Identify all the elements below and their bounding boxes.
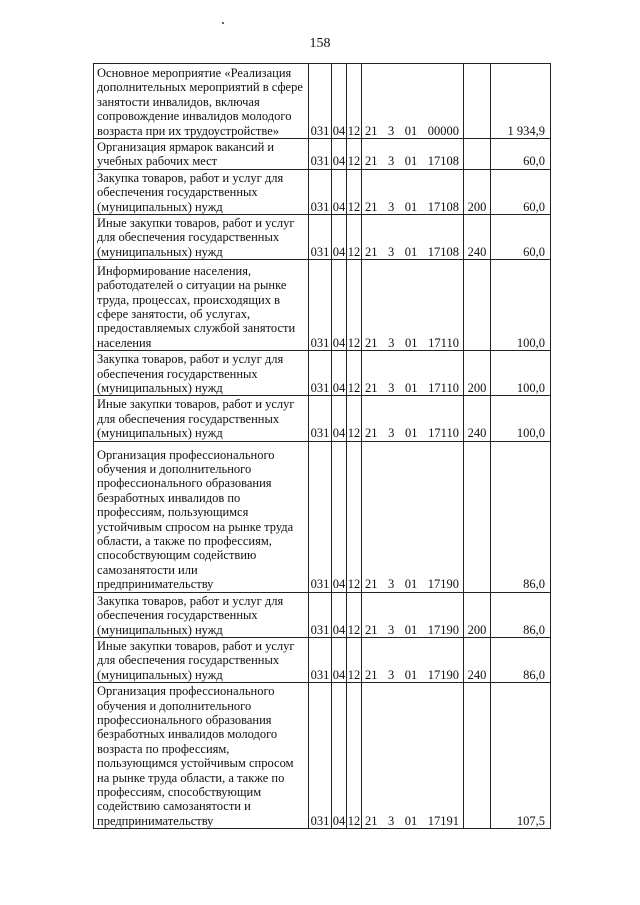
section-code: 04 xyxy=(332,169,347,214)
subsection-code: 12 xyxy=(347,260,362,351)
section-code: 04 xyxy=(332,64,347,139)
section-code: 04 xyxy=(332,351,347,396)
target-article-code xyxy=(362,592,464,637)
program-code: 21 xyxy=(365,123,378,138)
row-name: Иные закупки товаров, работ и услуг для обеспечения государственных (муниципальных) нужд xyxy=(94,637,309,682)
section-code: 04 xyxy=(332,441,347,592)
grbs-code: 031 xyxy=(309,637,332,682)
direction-code: 17108 xyxy=(427,199,459,214)
grbs-code: 031 xyxy=(309,683,332,829)
row-name: Закупка товаров, работ и услуг для обеспечения государственных (муниципальных) нужд xyxy=(94,592,309,637)
subprogram-code: 3 xyxy=(388,123,395,138)
grbs-code: 031 xyxy=(309,592,332,637)
grbs-code: 031 xyxy=(309,215,332,260)
table-row xyxy=(94,169,551,214)
row-name: Информирование населения, работодателей о ситуации на рынке труда, процессах, происходящих в сфере занятости, об услугах, предоставляемых службой занятости населения xyxy=(94,260,309,351)
subsection-code: 12 xyxy=(347,637,362,682)
target-article-code xyxy=(362,441,464,592)
subprogram-code: 3 xyxy=(388,154,395,169)
event-code: 01 xyxy=(404,199,418,214)
subsection-code: 12 xyxy=(347,169,362,214)
target-article-code xyxy=(362,260,464,351)
event-code: 01 xyxy=(405,335,418,350)
row-name: Иные закупки товаров, работ и услуг для обеспечения государственных (муниципальных) нужд xyxy=(94,215,309,260)
expense-type-code xyxy=(464,683,491,829)
section-code: 04 xyxy=(332,139,347,170)
target-article-code xyxy=(362,169,464,214)
expense-type-code: 200 xyxy=(464,351,491,396)
target-article-code xyxy=(362,637,464,682)
direction-code: 17110 xyxy=(428,381,459,396)
subprogram-code: 3 xyxy=(388,381,395,396)
expense-type-code: 240 xyxy=(464,215,491,260)
program-code: 21 xyxy=(365,154,378,169)
event-code: 01 xyxy=(404,577,418,592)
program-code: 21 xyxy=(365,335,378,350)
grbs-code: 031 xyxy=(309,169,332,214)
section-code: 04 xyxy=(332,396,347,441)
grbs-code: 031 xyxy=(309,139,332,170)
subsection-code: 12 xyxy=(347,215,362,260)
budget-table xyxy=(93,63,551,829)
event-code: 01 xyxy=(404,667,418,682)
table-row xyxy=(94,441,551,592)
program-code: 21 xyxy=(365,244,378,259)
program-code: 21 xyxy=(365,577,378,592)
subsection-code: 12 xyxy=(347,64,362,139)
direction-code: 17108 xyxy=(427,154,459,169)
subprogram-code: 3 xyxy=(388,667,395,682)
subprogram-code: 3 xyxy=(388,577,395,592)
event-code: 01 xyxy=(404,244,418,259)
event-code: 01 xyxy=(404,154,418,169)
section-code: 04 xyxy=(332,215,347,260)
event-code: 01 xyxy=(405,381,418,396)
target-article-code xyxy=(362,139,464,170)
table-row xyxy=(94,139,551,170)
direction-code: 17190 xyxy=(427,577,459,592)
section-code: 04 xyxy=(332,260,347,351)
subsection-code: 12 xyxy=(347,441,362,592)
amount: 107,5 xyxy=(491,683,551,829)
event-code: 01 xyxy=(404,813,418,828)
program-code: 21 xyxy=(365,381,378,396)
subprogram-code: 3 xyxy=(388,813,395,828)
row-name: Организация профессионального обучения и дополнительного профессионального образования безработных инвалидов по профессиям, пользующимся устойчивым спросом на рынке труда области, а также по профессиям, способствующим содействию самозанятости или предпринимательству xyxy=(94,441,309,592)
amount: 100,0 xyxy=(491,351,551,396)
grbs-code: 031 xyxy=(309,64,332,139)
program-code: 21 xyxy=(365,426,378,441)
table-row xyxy=(94,351,551,396)
budget-table-body xyxy=(94,64,551,829)
target-article-code xyxy=(362,396,464,441)
event-code: 01 xyxy=(404,622,418,637)
grbs-code: 031 xyxy=(309,396,332,441)
expense-type-code xyxy=(464,441,491,592)
grbs-code: 031 xyxy=(309,351,332,396)
amount: 100,0 xyxy=(491,396,551,441)
table-row xyxy=(94,637,551,682)
direction-code: 17110 xyxy=(428,335,459,350)
amount: 86,0 xyxy=(491,637,551,682)
direction-code: 17191 xyxy=(427,813,459,828)
direction-code: 17108 xyxy=(427,244,459,259)
section-code: 04 xyxy=(332,592,347,637)
subprogram-code: 3 xyxy=(388,426,395,441)
amount: 60,0 xyxy=(491,215,551,260)
subsection-code: 12 xyxy=(347,139,362,170)
subprogram-code: 3 xyxy=(388,199,395,214)
subprogram-code: 3 xyxy=(388,622,395,637)
table-row xyxy=(94,592,551,637)
subsection-code: 12 xyxy=(347,351,362,396)
row-name: Закупка товаров, работ и услуг для обеспечения государственных (муниципальных) нужд xyxy=(94,169,309,214)
expense-type-code xyxy=(464,260,491,351)
table-row xyxy=(94,396,551,441)
table-row xyxy=(94,64,551,139)
subsection-code: 12 xyxy=(347,396,362,441)
section-code: 04 xyxy=(332,637,347,682)
row-name: Закупка товаров, работ и услуг для обеспечения государственных (муниципальных) нужд xyxy=(94,351,309,396)
target-article-code xyxy=(362,215,464,260)
expense-type-code: 240 xyxy=(464,396,491,441)
subsection-code: 12 xyxy=(347,683,362,829)
amount: 86,0 xyxy=(491,592,551,637)
event-code: 01 xyxy=(404,123,418,138)
grbs-code: 031 xyxy=(309,260,332,351)
event-code: 01 xyxy=(405,426,418,441)
expense-type-code: 200 xyxy=(464,592,491,637)
table-row xyxy=(94,683,551,829)
target-article-code xyxy=(362,351,464,396)
subprogram-code: 3 xyxy=(388,244,395,259)
expense-type-code: 200 xyxy=(464,169,491,214)
program-code: 21 xyxy=(365,667,378,682)
amount: 60,0 xyxy=(491,139,551,170)
expense-type-code xyxy=(464,64,491,139)
row-name: Основное мероприятие «Реализация дополнительных мероприятий в сфере занятости инвалидов, включая сопровождение инвалидов молодого возраста при их трудоустройстве» xyxy=(94,64,309,139)
section-code: 04 xyxy=(332,683,347,829)
expense-type-code: 240 xyxy=(464,637,491,682)
program-code: 21 xyxy=(365,199,378,214)
grbs-code: 031 xyxy=(309,441,332,592)
row-name: Организация ярмарок вакансий и учебных рабочих мест xyxy=(94,139,309,170)
amount: 1 934,9 xyxy=(491,64,551,139)
target-article-code xyxy=(362,683,464,829)
program-code: 21 xyxy=(365,813,378,828)
amount: 86,0 xyxy=(491,441,551,592)
table-row xyxy=(94,260,551,351)
page-number: 158 xyxy=(309,36,331,51)
scan-dot xyxy=(222,22,224,24)
table-row xyxy=(94,215,551,260)
amount: 100,0 xyxy=(491,260,551,351)
program-code: 21 xyxy=(365,622,378,637)
expense-type-code xyxy=(464,139,491,170)
direction-code: 00000 xyxy=(427,123,459,138)
row-name: Организация профессионального обучения и дополнительного профессионального образования безработных инвалидов молодого возраста по профессиям, пользующимся устойчивым спросом на рынке труда области, а также по профессиям, способствующим содействию самозанятости и предпринимательству xyxy=(94,683,309,829)
direction-code: 17190 xyxy=(427,667,459,682)
direction-code: 17110 xyxy=(428,426,459,441)
direction-code: 17190 xyxy=(427,622,459,637)
row-name: Иные закупки товаров, работ и услуг для обеспечения государственных (муниципальных) нужд xyxy=(94,396,309,441)
subprogram-code: 3 xyxy=(388,335,395,350)
amount: 60,0 xyxy=(491,169,551,214)
subsection-code: 12 xyxy=(347,592,362,637)
target-article-code xyxy=(362,64,464,139)
